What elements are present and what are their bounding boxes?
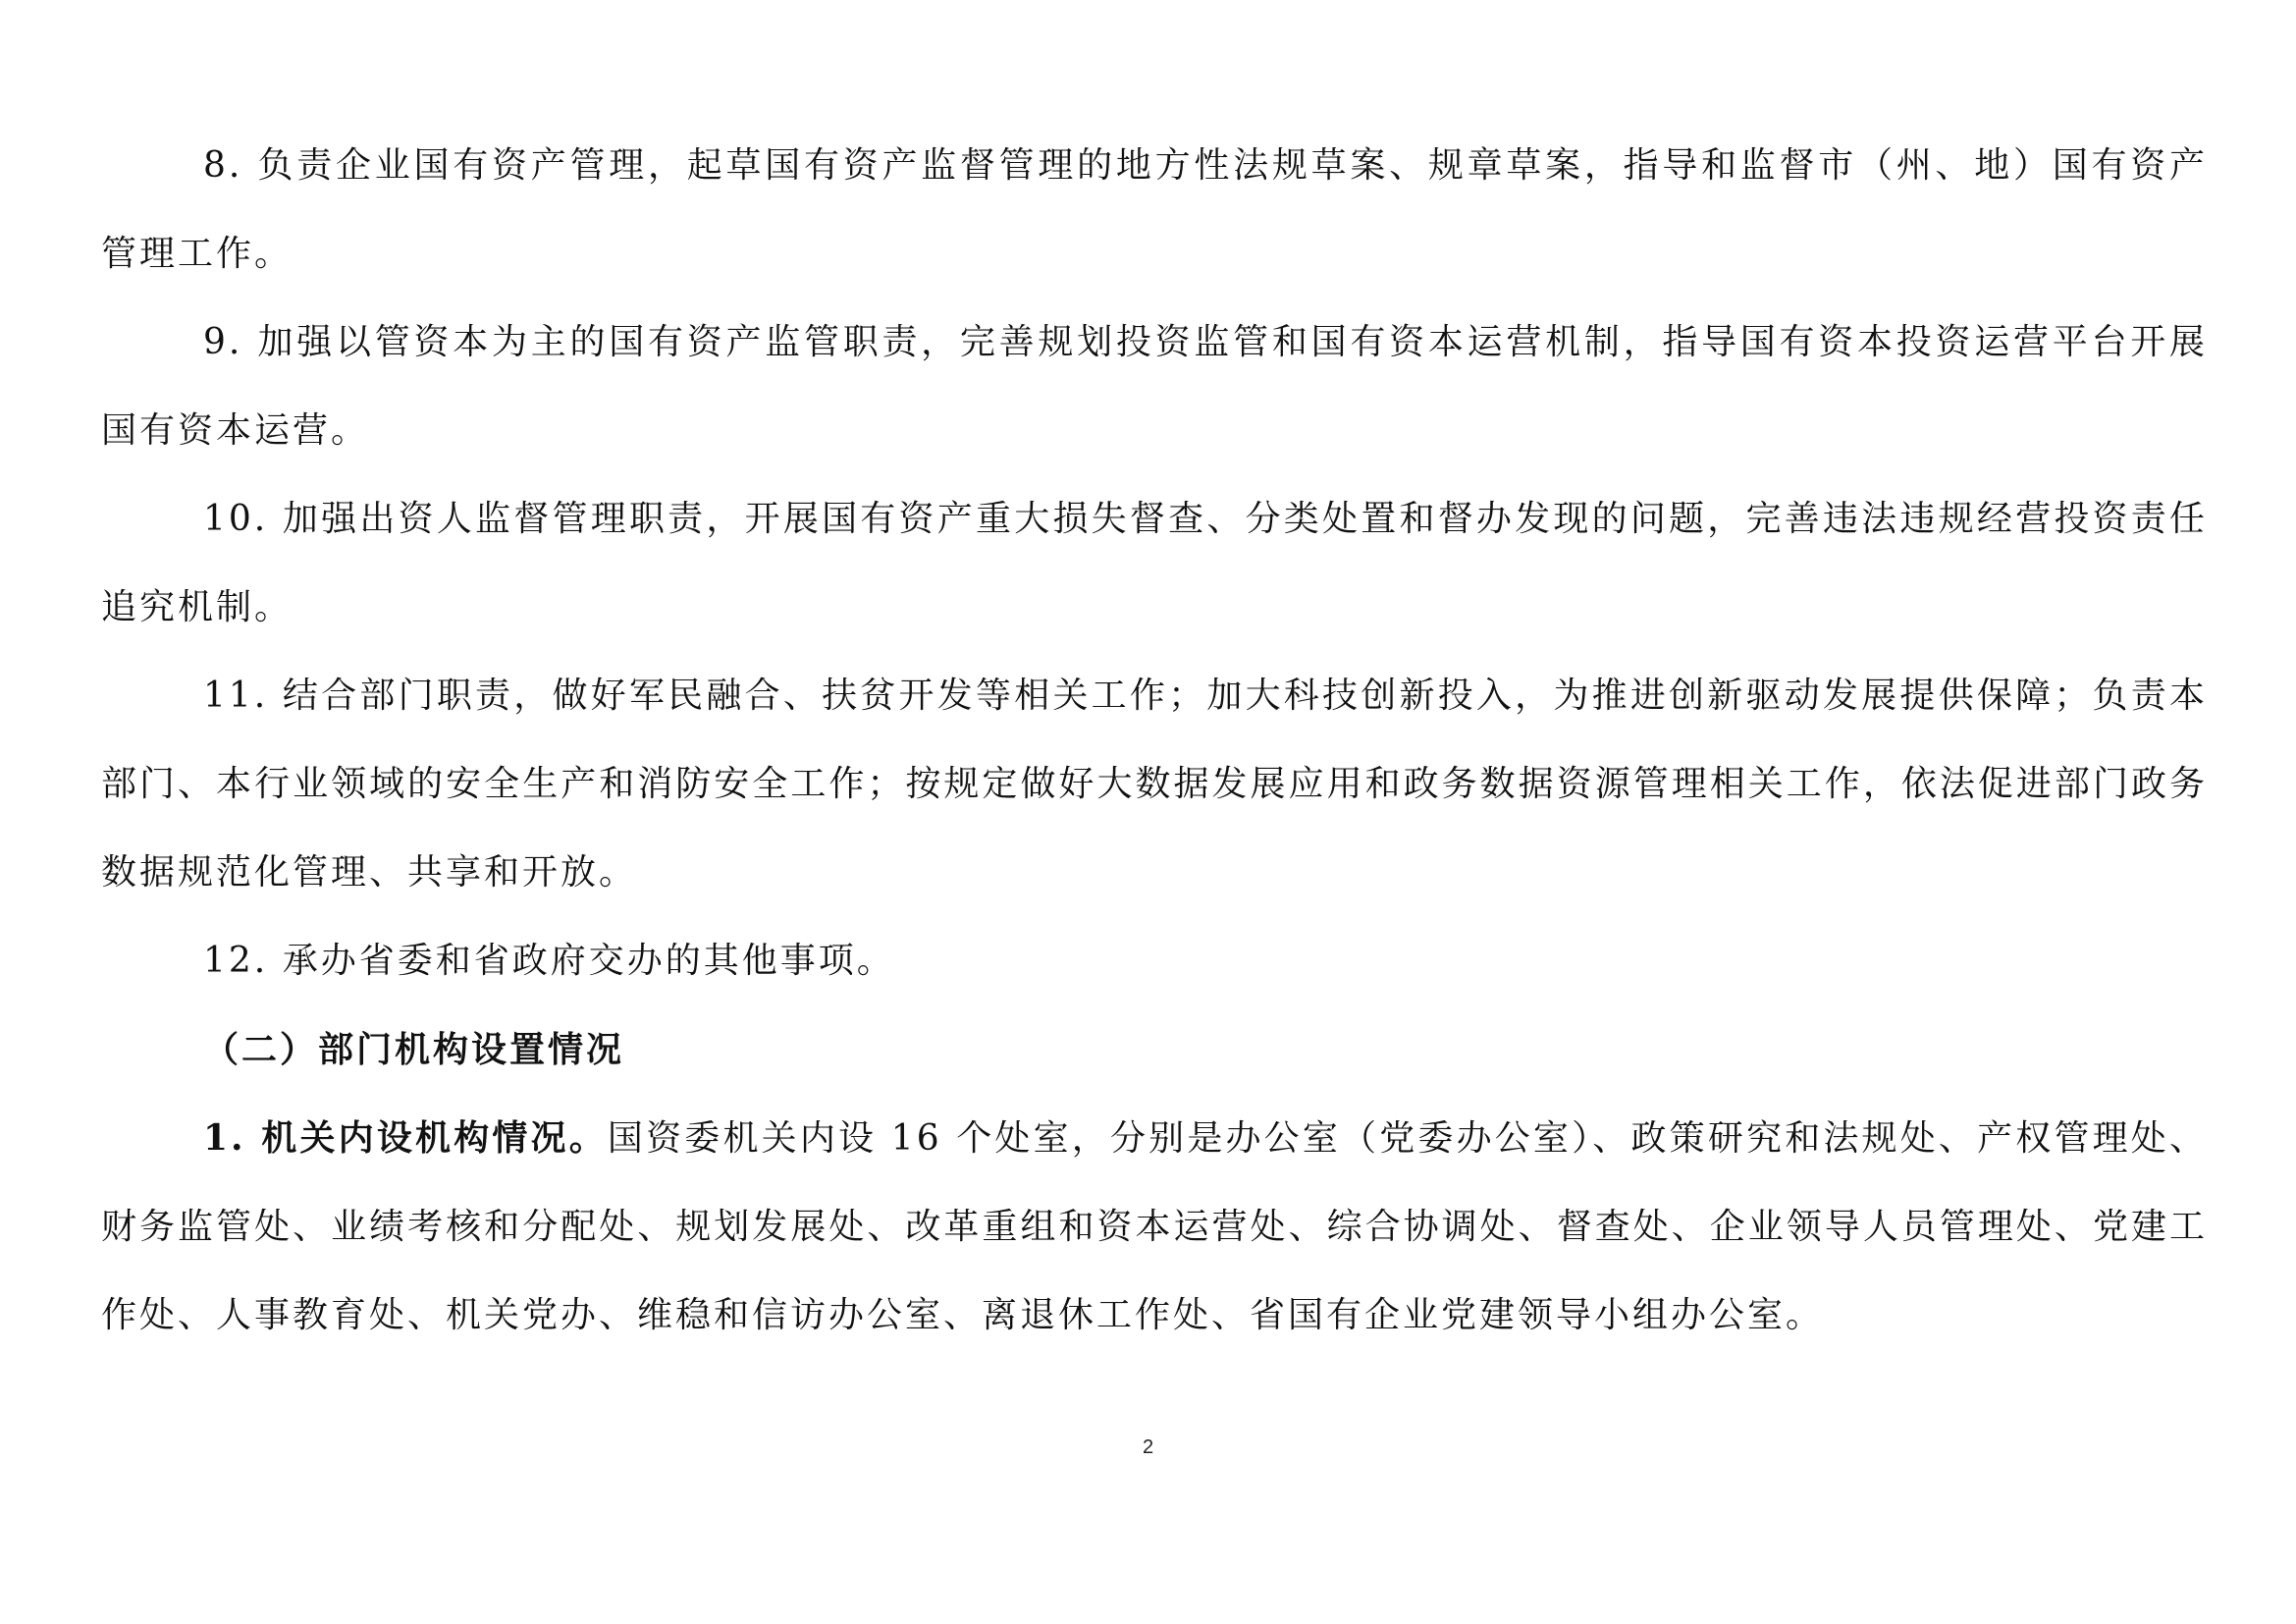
duty-item-10: 10. 加强出资人监督管理职责，开展国有资产重大损失督查、分类处置和督办发现的问题，完善违法违规经营投资责任追究机制。 <box>101 499 2208 627</box>
document-body <box>101 122 2208 1360</box>
duty-item-12: 12. 承办省委和省政府交办的其他事项。 <box>203 941 895 981</box>
section-heading: （二）部门机构设置情况 <box>203 1029 625 1070</box>
org-structure-paragraph <box>101 1094 2208 1360</box>
duty-item-8: 8. 负责企业国有资产管理，起草国有资产监督管理的地方性法规草案、规章草案，指导和监督市（州、地）国有资产管理工作。 <box>101 145 2208 274</box>
duty-item-11: 11. 结合部门职责，做好军民融合、扶贫开发等相关工作；加大科技创新投入，为推进创新驱动发展提供保障；负责本部门、本行业领域的安全生产和消防安全工作；按规定做好大数据发展应用和政务数据资源管理相关工作，依法促进部门政务数据规范化管理、共享和开放。 <box>101 676 2208 893</box>
org-structure-lead: 1. 机关内设机构情况。 <box>203 1117 608 1159</box>
duty-item-9: 9. 加强以管资本为主的国有资产监管职责，完善规划投资监管和国有资本运营机制，指导国有资本投资运营平台开展国有资本运营。 <box>101 322 2208 451</box>
page-number: 2 <box>1142 1436 1154 1458</box>
org-structure-body: 国资委机关内设 16 个处室，分别是办公室（党委办公室）、政策研究和法规处、产权管理处、财务监管处、业绩考核和分配处、规划发展处、改革重组和资本运营处、综合协调处、督查处、企业领导人员管理处、党建工作处、人事教育处、机关党办、维稳和信访办公室、离退休工作处、省国有企业党建领导小组办公室。 <box>101 1118 2208 1335</box>
